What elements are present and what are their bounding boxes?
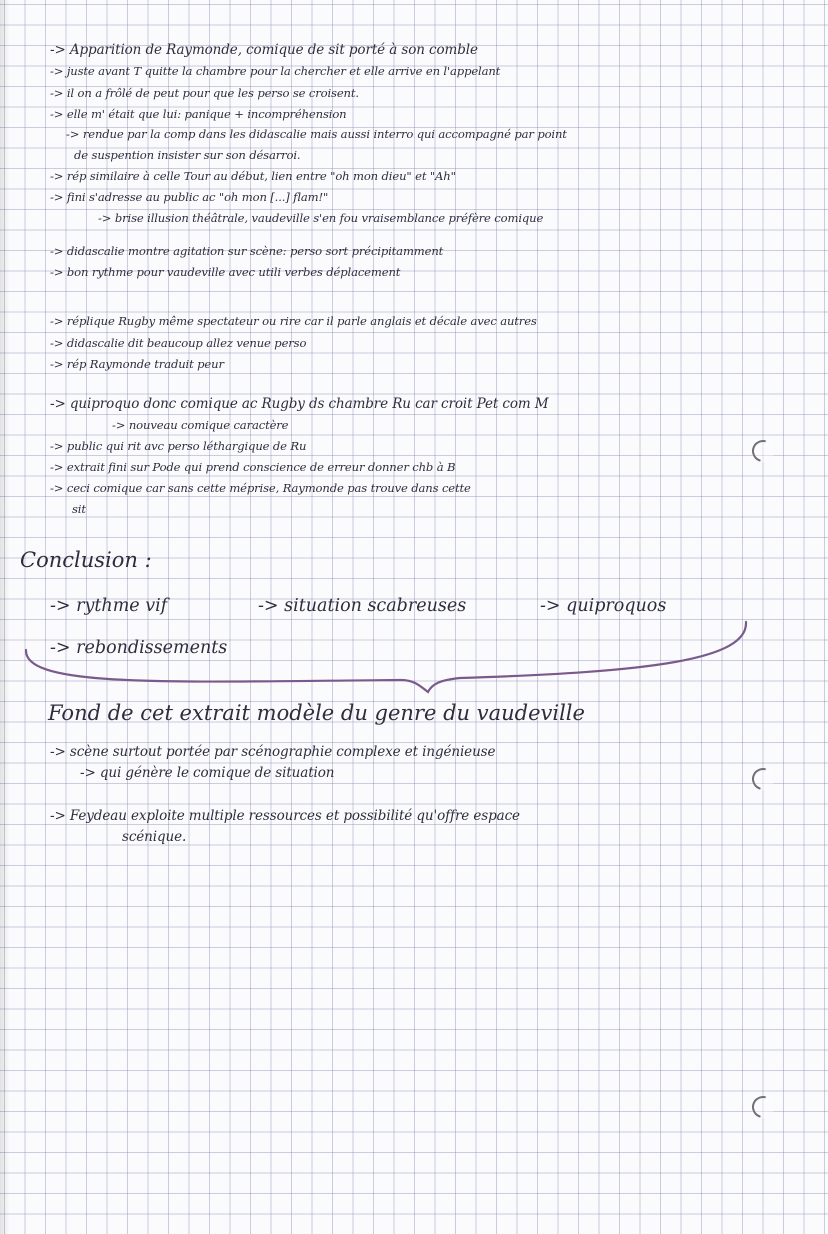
note-line: -> public qui rit avc perso léthargique de Ru (50, 439, 307, 453)
summary-line: Fond de cet extrait modèle du genre du vaudeville (48, 701, 585, 725)
conclusion-item: -> situation scabreuses (258, 596, 467, 616)
note-line: -> juste avant T quitte la chambre pour la chercher et elle arrive en l'appelant (50, 64, 501, 78)
note-line: -> bon rythme pour vaudeville avec utili verbes déplacement (50, 265, 401, 279)
note-line: -> extrait fini sur Pode qui prend conscience de erreur donner chb à B (50, 460, 456, 474)
detail-line: -> Feydeau exploite multiple ressources et possibilité qu'offre espace (50, 808, 520, 824)
note-line: -> elle m' était que lui: panique + incompréhension (50, 107, 347, 121)
detail-line: -> qui génère le comique de situation (80, 765, 335, 781)
note-line: -> quiproquo donc comique ac Rugby ds chambre Ru car croit Pet com M (50, 396, 549, 412)
detail-line: -> scène surtout portée par scénographie complexe et ingénieuse (50, 744, 496, 760)
note-line: -> ceci comique car sans cette méprise, Raymonde pas trouve dans cette (50, 481, 471, 495)
note-line: -> nouveau comique caractère (112, 418, 289, 432)
conclusion-item: -> rythme vif (50, 596, 168, 616)
note-line: -> brise illusion théâtrale, vaudeville s'en fou vraisemblance préfère comique (98, 211, 544, 225)
conclusion-item: -> rebondissements (50, 638, 228, 658)
note-line: de suspention insister sur son désarroi. (74, 148, 301, 162)
note-line: -> didascalie dit beaucoup allez venue perso (50, 336, 307, 350)
note-line: -> fini s'adresse au public ac "oh mon [...] flam!" (50, 190, 329, 204)
conclusion-item: -> quiproquos (540, 596, 667, 616)
note-line: -> didascalie montre agitation sur scène: perso sort précipitamment (50, 244, 444, 258)
note-line: -> Apparition de Raymonde, comique de sit porté à son comble (50, 42, 478, 58)
note-line: -> rép similaire à celle Tour au début, lien entre "oh mon dieu" et "Ah" (50, 169, 456, 183)
note-line: -> il on a frôlé de peut pour que les perso se croisent. (50, 86, 359, 100)
detail-line: scénique. (122, 829, 187, 845)
note-line: -> rendue par la comp dans les didascalie mais aussi interro qui accompagné par point (66, 127, 567, 141)
note-line: -> rép Raymonde traduit peur (50, 357, 224, 371)
note-line: -> réplique Rugby même spectateur ou rire car il parle anglais et décale avec autres (50, 314, 537, 328)
note-line: sit (72, 502, 86, 516)
conclusion-title: Conclusion : (20, 548, 152, 572)
